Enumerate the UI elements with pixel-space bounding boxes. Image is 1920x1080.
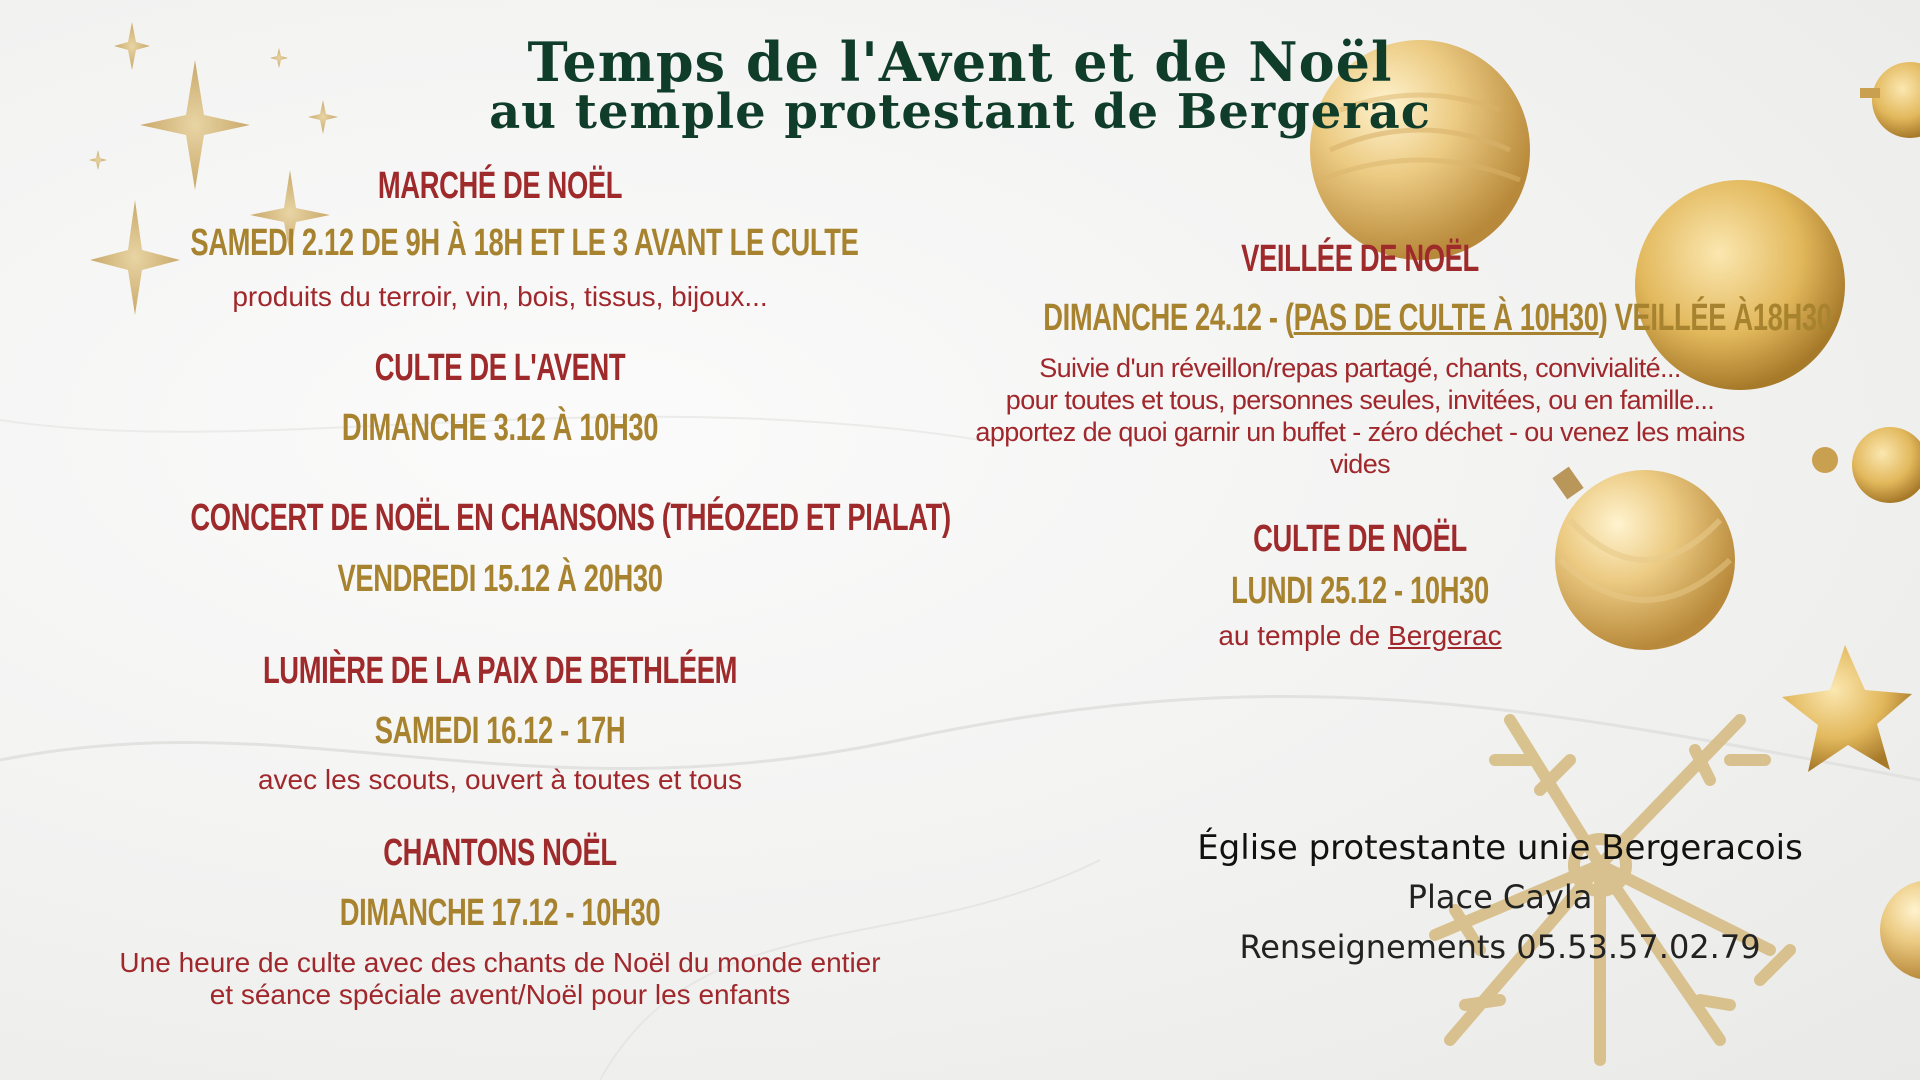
event-date: VENDREDI 15.12 À 20H30 xyxy=(337,558,663,600)
event-date xyxy=(1043,297,1832,340)
left-column xyxy=(70,0,951,1080)
right-column xyxy=(920,0,1832,1080)
event-title: VEILLÉE DE NOËL xyxy=(1241,238,1479,280)
event-description: avec les scouts, ouvert à toutes et tous xyxy=(257,764,743,795)
church-address: Place Cayla xyxy=(1407,878,1593,916)
bergerac-link[interactable]: Bergerac xyxy=(1388,620,1502,651)
bauble-icon xyxy=(1860,62,1920,138)
event-title: CULTE DE L'AVENT xyxy=(374,347,626,389)
event-title: CHANTONS NOËL xyxy=(383,832,617,874)
description-line: apportez de quoi garnir un buffet - zéro déchet - ou venez les mains xyxy=(975,417,1745,447)
event-date: SAMEDI 16.12 - 17H xyxy=(374,710,626,752)
event-description xyxy=(70,947,930,1011)
event-date: DIMANCHE 17.12 - 10H30 xyxy=(339,892,661,934)
event-date: DIMANCHE 3.12 À 10H30 xyxy=(341,407,659,449)
event-date-suffix: ) VEILLÉE À18H30 xyxy=(1598,297,1832,339)
event-date: LUNDI 25.12 - 10H30 xyxy=(1231,570,1489,612)
event-date-prefix: DIMANCHE 24.12 - ( xyxy=(1043,297,1294,339)
event-title: MARCHÉ DE NOËL xyxy=(377,165,623,207)
description-prefix: au temple de xyxy=(1218,620,1389,651)
gold-star-icon xyxy=(1782,645,1912,772)
description-line: pour toutes et tous, personnes seules, invitées, ou en famille... xyxy=(1005,385,1715,415)
event-date: SAMEDI 2.12 DE 9H À 18H ET LE 3 AVANT LE CULTE xyxy=(190,222,859,264)
bauble-icon xyxy=(1880,880,1920,980)
description-line: et séance spéciale avent/Noël pour les enfants xyxy=(209,979,791,1010)
bauble-icon xyxy=(1812,427,1920,503)
event-title: CULTE DE NOËL xyxy=(1253,518,1467,560)
no-service-link[interactable]: PAS DE CULTE À 10H30 xyxy=(1293,297,1599,339)
event-description: produits du terroir, vin, bois, tissus, bijoux... xyxy=(232,281,768,312)
event-description xyxy=(920,620,1800,652)
description-line: vides xyxy=(1329,449,1391,479)
contact-phone: Renseignements 05.53.57.02.79 xyxy=(1239,928,1761,966)
event-title: LUMIÈRE DE LA PAIX DE BETHLÉEM xyxy=(262,650,738,692)
church-name: Église protestante unie Bergeracois xyxy=(1197,828,1803,868)
page-subtitle: au temple protestant de Bergerac xyxy=(489,84,1431,140)
event-description xyxy=(920,352,1800,480)
description-line: Suivie d'un réveillon/repas partagé, chants, convivialité... xyxy=(1039,353,1681,383)
page-title: Temps de l'Avent et de Noël xyxy=(527,30,1393,94)
description-line: Une heure de culte avec des chants de Noël du monde entier xyxy=(119,947,881,978)
event-title: CONCERT DE NOËL EN CHANSONS (THÉOZED ET PIALAT) xyxy=(190,497,951,539)
